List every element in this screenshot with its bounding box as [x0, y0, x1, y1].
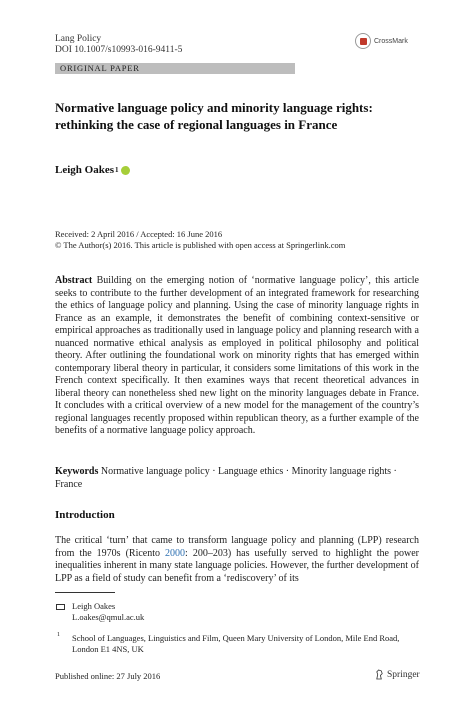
affiliation: School of Languages, Linguistics and Film, Queen Mary University of London, Mile End Road, London E1 4NS, UK — [72, 633, 400, 654]
citation-link[interactable]: 2000 — [165, 547, 186, 559]
contact-email[interactable]: L.oakes@qmul.ac.uk — [72, 612, 145, 622]
article-dates — [55, 229, 345, 251]
author-name[interactable]: Leigh Oakes — [55, 164, 114, 176]
publisher-name: Springer — [387, 669, 420, 680]
intro-text-after: : 200–203) has usefully served to highlight the power inequalities inherent in many state language policies. However, the further development of LPP as a field of study can benefit from a ‘rediscovery’ of its — [55, 547, 420, 584]
journal-info — [55, 34, 182, 56]
section-label: ORIGINAL PAPER — [55, 63, 295, 74]
keywords — [55, 466, 419, 491]
contact-name: Leigh Oakes — [72, 601, 116, 611]
introduction-paragraph — [55, 535, 419, 585]
publisher-logo[interactable] — [375, 669, 420, 680]
received-accepted: Received: 2 April 2016 / Accepted: 16 June 2016 — [55, 229, 223, 239]
intro-text-before: The critical ‘turn’ that came to transform language policy and planning (LPP) research from the 1970s (Ricento — [55, 535, 419, 559]
author — [55, 164, 130, 176]
abstract — [55, 275, 419, 438]
crossmark-icon — [355, 33, 371, 49]
published-date: Published online: 27 July 2016 — [55, 671, 161, 681]
author-affil-sup: 1 — [114, 166, 119, 174]
crossmark-badge[interactable] — [355, 33, 420, 49]
section-heading-introduction: Introduction — [55, 509, 115, 521]
keywords-label: Keywords — [55, 466, 99, 477]
orcid-icon[interactable] — [121, 166, 130, 175]
envelope-icon — [56, 604, 65, 610]
abstract-label: Abstract — [55, 275, 93, 286]
keywords-text: Normative language policy · Language ethics · Minority language rights · France — [55, 466, 397, 490]
journal-name: Lang Policy — [55, 34, 102, 44]
abstract-text: Building on the emerging notion of ‘normative language policy’, this article seeks to contribute to the further development of an integrated framework for researching the ethics of language policy and planning. Using the case of minority language rights in France as an example, it demonstrates the benefit of combining context-sensitive or empirical approaches as traditionally used in language policy and planning research with a nuanced normative ethical analysis as employed in political philosophy and political theory. After outlining the foundational work on minority rights that has emerged within contemporary liberal theory in particular, it considers some limitations of this work in the French context specifically. It then examines ways that recent theoretical advances in liberal theory can nonetheless shed new light on the minority languages debate in France. It concludes with a critical overview of a new model for the management of the country’s regional languages recently proposed within republican theory, as a further example of the benefits of a normative language policy approach. — [55, 275, 419, 436]
article-title: Normative language policy and minority language rights: rethinking the case of regional languages in France — [55, 100, 373, 132]
springer-horse-icon — [375, 669, 384, 680]
crossmark-label: CrossMark — [374, 37, 408, 45]
doi[interactable]: DOI 10.1007/s10993-016-9411-5 — [55, 45, 183, 55]
footnote-divider — [55, 592, 115, 593]
corresponding-author — [72, 601, 144, 623]
affiliation-number: 1 — [57, 632, 60, 638]
copyright: © The Author(s) 2016. This article is published with open access at Springerlink.com — [55, 240, 346, 250]
